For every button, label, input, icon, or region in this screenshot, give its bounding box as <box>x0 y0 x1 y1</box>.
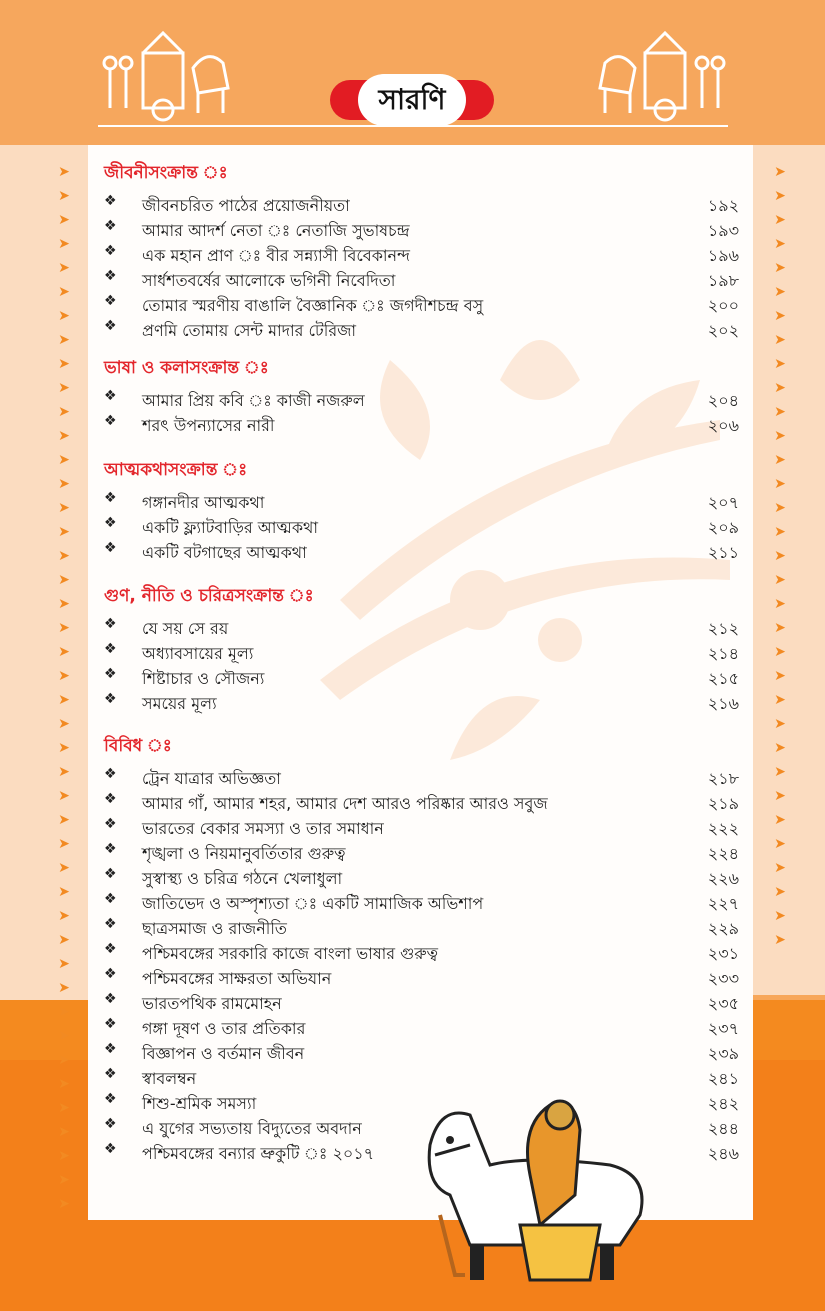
toc-entry-page: ২১১ <box>707 543 739 562</box>
toc-entry-page: ২০০ <box>707 296 739 315</box>
toc-entry-page: ২০২ <box>707 321 739 340</box>
toc-entry-title: পশ্চিমবঙ্গের সরকারি কাজে বাংলা ভাষার গুরুত্ব <box>142 944 439 963</box>
toc-entry-page: ২২৬ <box>707 869 739 888</box>
arrow-bullet-icon: ➤ <box>774 428 786 444</box>
toc-entry-page: ২২২ <box>707 819 739 838</box>
arrow-bullet-icon: ➤ <box>58 1148 70 1164</box>
toc-entry <box>104 1016 739 1040</box>
bullet-icon: ❖ <box>104 666 117 682</box>
right-arrow-pattern <box>768 160 792 952</box>
arrow-bullet-icon: ➤ <box>774 692 786 708</box>
arrow-bullet-icon: ➤ <box>58 428 70 444</box>
toc-entry <box>104 941 739 965</box>
bullet-icon: ❖ <box>104 916 117 932</box>
toc-entry-page: ২৩৩ <box>707 969 739 988</box>
toc-entry <box>104 413 739 437</box>
arrow-bullet-icon: ➤ <box>774 452 786 468</box>
arrow-bullet-icon: ➤ <box>774 812 786 828</box>
arrow-bullet-icon: ➤ <box>774 716 786 732</box>
toc-entry <box>104 193 739 217</box>
bullet-icon: ❖ <box>104 1016 117 1032</box>
toc-entry-page: ১৯৩ <box>707 221 739 240</box>
toc-entry-title: শিষ্টাচার ও সৌজন্য <box>142 669 265 688</box>
toc-entry <box>104 966 739 990</box>
toc-entry <box>104 218 739 242</box>
toc-entry-title: ভারতের বেকার সমস্যা ও তার সমাধান <box>142 819 384 838</box>
bullet-icon: ❖ <box>104 243 117 259</box>
bullet-icon: ❖ <box>104 515 117 531</box>
arrow-bullet-icon: ➤ <box>774 764 786 780</box>
toc-entry <box>104 791 739 815</box>
toc-entry-title: ছাত্রসমাজ ও রাজনীতি <box>142 919 287 938</box>
arrow-bullet-icon: ➤ <box>58 284 70 300</box>
toc-entry-title: স্বাবলম্বন <box>142 1069 197 1088</box>
folk-chariot-icon <box>98 28 238 123</box>
toc-entry-title: জাতিভেদ ও অস্পৃশ্যতা ঃ একটি সামাজিক অভিশাপ <box>142 894 484 913</box>
arrow-bullet-icon: ➤ <box>774 212 786 228</box>
toc-entry-title: পশ্চিমবঙ্গের বন্যার ভ্রুকুটি ঃ ২০১৭ <box>142 1144 375 1163</box>
section-heading: জীবনীসংক্রান্ত ঃ <box>104 163 228 183</box>
toc-entry <box>104 666 739 690</box>
toc-entry-page: ২২৭ <box>707 894 739 913</box>
arrow-bullet-icon: ➤ <box>774 500 786 516</box>
toc-entry-page: ২১৬ <box>707 694 739 713</box>
arrow-bullet-icon: ➤ <box>774 188 786 204</box>
arrow-bullet-icon: ➤ <box>774 356 786 372</box>
arrow-bullet-icon: ➤ <box>58 692 70 708</box>
toc-entry <box>104 540 739 564</box>
toc-entry-title: আমার গাঁ, আমার শহর, আমার দেশ আরও পরিষ্কার আরও সবুজ <box>142 794 548 813</box>
arrow-bullet-icon: ➤ <box>58 764 70 780</box>
page-title: সারণি <box>358 74 466 126</box>
toc-entry-title: সার্ধশতবর্ষের আলোকে ভগিনী নিবেদিতা <box>142 271 396 290</box>
arrow-bullet-icon: ➤ <box>58 404 70 420</box>
toc-entry-title: শৃঙ্খলা ও নিয়মানুবর্তিতার গুরুত্ব <box>142 844 346 863</box>
toc-entry-page: ২০৯ <box>707 518 739 537</box>
left-arrow-pattern <box>52 160 76 1216</box>
toc-entry-page: ২১৫ <box>707 669 739 688</box>
toc-entry-title: শরৎ উপন্যাসের নারী <box>142 416 275 435</box>
bullet-icon: ❖ <box>104 293 117 309</box>
toc-entry-page: ২০৭ <box>707 493 739 512</box>
toc-entry-page: ২১৪ <box>707 644 739 663</box>
arrow-bullet-icon: ➤ <box>774 620 786 636</box>
toc-entry <box>104 243 739 267</box>
arrow-bullet-icon: ➤ <box>774 332 786 348</box>
arrow-bullet-icon: ➤ <box>58 188 70 204</box>
arrow-bullet-icon: ➤ <box>58 596 70 612</box>
toc-entry-title: যে সয় সে রয় <box>142 619 229 638</box>
arrow-bullet-icon: ➤ <box>774 380 786 396</box>
bullet-icon: ❖ <box>104 318 117 334</box>
arrow-bullet-icon: ➤ <box>774 884 786 900</box>
bullet-icon: ❖ <box>104 268 117 284</box>
arrow-bullet-icon: ➤ <box>58 788 70 804</box>
arrow-bullet-icon: ➤ <box>58 980 70 996</box>
toc-entry-title: প্রণমি তোমায় সেন্ট মাদার টেরিজা <box>142 321 357 340</box>
toc-entry-title: গঙ্গানদীর আত্মকথা <box>142 493 265 512</box>
toc-entry-title: আমার প্রিয় কবি ঃ কাজী নজরুল <box>142 391 365 410</box>
arrow-bullet-icon: ➤ <box>58 1076 70 1092</box>
arrow-bullet-icon: ➤ <box>58 260 70 276</box>
toc-entry <box>104 515 739 539</box>
arrow-bullet-icon: ➤ <box>58 1124 70 1140</box>
toc-entry <box>104 841 739 865</box>
bullet-icon: ❖ <box>104 841 117 857</box>
toc-entry-page: ২২৪ <box>707 844 739 863</box>
toc-entry <box>104 616 739 640</box>
toc-entry-page: ২০৪ <box>707 391 739 410</box>
toc-entry-title: আমার আদর্শ নেতা ঃ নেতাজি সুভাষচন্দ্র <box>142 221 410 240</box>
arrow-bullet-icon: ➤ <box>58 1100 70 1116</box>
bullet-icon: ❖ <box>104 540 117 556</box>
section-heading: ভাষা ও কলাসংক্রান্ত ঃ <box>104 358 269 378</box>
bullet-icon: ❖ <box>104 941 117 957</box>
toc-entry-title: পশ্চিমবঙ্গের সাক্ষরতা অভিযান <box>142 969 332 988</box>
arrow-bullet-icon: ➤ <box>58 332 70 348</box>
arrow-bullet-icon: ➤ <box>58 476 70 492</box>
toc-entry <box>104 318 739 342</box>
toc-entry-page: ১৯৬ <box>707 246 739 265</box>
bullet-icon: ❖ <box>104 616 117 632</box>
toc-entry <box>104 866 739 890</box>
arrow-bullet-icon: ➤ <box>774 740 786 756</box>
arrow-bullet-icon: ➤ <box>58 956 70 972</box>
arrow-bullet-icon: ➤ <box>774 164 786 180</box>
toc-entry <box>104 490 739 514</box>
toc-entry-page: ২৩৯ <box>707 1044 739 1063</box>
arrow-bullet-icon: ➤ <box>58 644 70 660</box>
arrow-bullet-icon: ➤ <box>58 860 70 876</box>
bullet-icon: ❖ <box>104 766 117 782</box>
section-heading: আত্মকথাসংক্রান্ত ঃ <box>104 460 248 480</box>
toc-entry-page: ১৯৮ <box>707 271 739 290</box>
toc-entry-page: ২৩৭ <box>707 1019 739 1038</box>
toc-entry-page: ১৯২ <box>707 196 739 215</box>
section-heading: গুণ, নীতি ও চরিত্রসংক্রান্ত ঃ <box>104 586 314 606</box>
bullet-icon: ❖ <box>104 1116 117 1132</box>
folk-chariot-icon <box>590 28 730 123</box>
toc-entry-title: একটি বটগাছের আত্মকথা <box>142 543 307 562</box>
arrow-bullet-icon: ➤ <box>774 788 786 804</box>
bullet-icon: ❖ <box>104 866 117 882</box>
bullet-icon: ❖ <box>104 691 117 707</box>
arrow-bullet-icon: ➤ <box>58 1172 70 1188</box>
bullet-icon: ❖ <box>104 966 117 982</box>
arrow-bullet-icon: ➤ <box>58 548 70 564</box>
toc-entry <box>104 766 739 790</box>
arrow-bullet-icon: ➤ <box>58 668 70 684</box>
toc-entry-title: সময়ের মূল্য <box>142 694 217 713</box>
toc-entry-page: ২১২ <box>707 619 739 638</box>
horse-rider-icon <box>410 1085 660 1285</box>
arrow-bullet-icon: ➤ <box>774 572 786 588</box>
arrow-bullet-icon: ➤ <box>58 380 70 396</box>
arrow-bullet-icon: ➤ <box>58 500 70 516</box>
arrow-bullet-icon: ➤ <box>58 908 70 924</box>
bullet-icon: ❖ <box>104 991 117 1007</box>
toc-entry-page: ২৩৫ <box>707 994 739 1013</box>
arrow-bullet-icon: ➤ <box>774 668 786 684</box>
toc-entry-title: এক মহান প্রাণ ঃ বীর সন্ন্যাসী বিবেকানন্দ <box>142 246 410 265</box>
arrow-bullet-icon: ➤ <box>58 1028 70 1044</box>
toc-entry <box>104 268 739 292</box>
section-heading: বিবিধ ঃ <box>104 736 172 756</box>
toc-entry-page: ২৪৪ <box>707 1119 739 1138</box>
toc-entry <box>104 916 739 940</box>
arrow-bullet-icon: ➤ <box>774 476 786 492</box>
toc-entry-title: অধ্যাবসায়ের মূল্য <box>142 644 254 663</box>
arrow-bullet-icon: ➤ <box>774 932 786 948</box>
arrow-bullet-icon: ➤ <box>58 932 70 948</box>
arrow-bullet-icon: ➤ <box>774 308 786 324</box>
bullet-icon: ❖ <box>104 1066 117 1082</box>
arrow-bullet-icon: ➤ <box>774 908 786 924</box>
bullet-icon: ❖ <box>104 1041 117 1057</box>
toc-entry-page: ২৩১ <box>707 944 739 963</box>
toc-entry <box>104 1041 739 1065</box>
arrow-bullet-icon: ➤ <box>774 524 786 540</box>
toc-entry-page: ২১৮ <box>707 769 739 788</box>
arrow-bullet-icon: ➤ <box>58 1196 70 1212</box>
toc-entry-title: তোমার স্মরণীয় বাঙালি বৈজ্ঞানিক ঃ জগদীশচন্দ্র বসু <box>142 296 484 315</box>
arrow-bullet-icon: ➤ <box>58 236 70 252</box>
arrow-bullet-icon: ➤ <box>58 836 70 852</box>
toc-entry-page: ২৪২ <box>707 1094 739 1113</box>
arrow-bullet-icon: ➤ <box>774 236 786 252</box>
arrow-bullet-icon: ➤ <box>58 356 70 372</box>
bullet-icon: ❖ <box>104 791 117 807</box>
arrow-bullet-icon: ➤ <box>58 740 70 756</box>
toc-entry <box>104 691 739 715</box>
arrow-bullet-icon: ➤ <box>58 716 70 732</box>
arrow-bullet-icon: ➤ <box>58 524 70 540</box>
arrow-bullet-icon: ➤ <box>774 404 786 420</box>
toc-entry-title: ট্রেন যাত্রার অভিজ্ঞতা <box>142 769 281 788</box>
bullet-icon: ❖ <box>104 490 117 506</box>
arrow-bullet-icon: ➤ <box>58 572 70 588</box>
bullet-icon: ❖ <box>104 641 117 657</box>
arrow-bullet-icon: ➤ <box>774 548 786 564</box>
toc-entry-title: সুস্বাস্থ্য ও চরিত্র গঠনে খেলাধুলা <box>142 869 343 888</box>
toc-entry-title: বিজ্ঞাপন ও বর্তমান জীবন <box>142 1044 305 1063</box>
toc-entry <box>104 641 739 665</box>
arrow-bullet-icon: ➤ <box>774 284 786 300</box>
arrow-bullet-icon: ➤ <box>774 860 786 876</box>
toc-entry-title: ভারতপথিক রামমোহন <box>142 994 282 1013</box>
bullet-icon: ❖ <box>104 388 117 404</box>
bullet-icon: ❖ <box>104 413 117 429</box>
toc-entry <box>104 991 739 1015</box>
toc-entry <box>104 388 739 412</box>
bullet-icon: ❖ <box>104 218 117 234</box>
bullet-icon: ❖ <box>104 891 117 907</box>
arrow-bullet-icon: ➤ <box>58 884 70 900</box>
toc-entry-page: ২৪৬ <box>707 1144 739 1163</box>
arrow-bullet-icon: ➤ <box>58 620 70 636</box>
bullet-icon: ❖ <box>104 193 117 209</box>
arrow-bullet-icon: ➤ <box>774 836 786 852</box>
toc-entry-title: এ যুগের সভ্যতায় বিদ্যুতের অবদান <box>142 1119 362 1138</box>
toc-entry <box>104 293 739 317</box>
arrow-bullet-icon: ➤ <box>58 1052 70 1068</box>
arrow-bullet-icon: ➤ <box>58 812 70 828</box>
toc-entry-page: ২১৯ <box>707 794 739 813</box>
arrow-bullet-icon: ➤ <box>58 308 70 324</box>
toc-entry <box>104 816 739 840</box>
toc-entry-title: জীবনচরিত পাঠের প্রয়োজনীয়তা <box>142 196 350 215</box>
arrow-bullet-icon: ➤ <box>774 260 786 276</box>
arrow-bullet-icon: ➤ <box>774 644 786 660</box>
bullet-icon: ❖ <box>104 1091 117 1107</box>
toc-entry-title: একটি ফ্ল্যাটবাড়ির আত্মকথা <box>142 518 319 537</box>
toc-entry-page: ২৪১ <box>707 1069 739 1088</box>
toc-entry-title: শিশু-শ্রমিক সমস্যা <box>142 1094 257 1113</box>
toc-entry-page: ২২৯ <box>707 919 739 938</box>
bullet-icon: ❖ <box>104 1141 117 1157</box>
arrow-bullet-icon: ➤ <box>774 596 786 612</box>
toc-entry-title: গঙ্গা দূষণ ও তার প্রতিকার <box>142 1019 306 1038</box>
bullet-icon: ❖ <box>104 816 117 832</box>
arrow-bullet-icon: ➤ <box>58 164 70 180</box>
arrow-bullet-icon: ➤ <box>58 212 70 228</box>
toc-entry <box>104 891 739 915</box>
arrow-bullet-icon: ➤ <box>58 1004 70 1020</box>
arrow-bullet-icon: ➤ <box>58 452 70 468</box>
toc-entry-page: ২০৬ <box>707 416 739 435</box>
